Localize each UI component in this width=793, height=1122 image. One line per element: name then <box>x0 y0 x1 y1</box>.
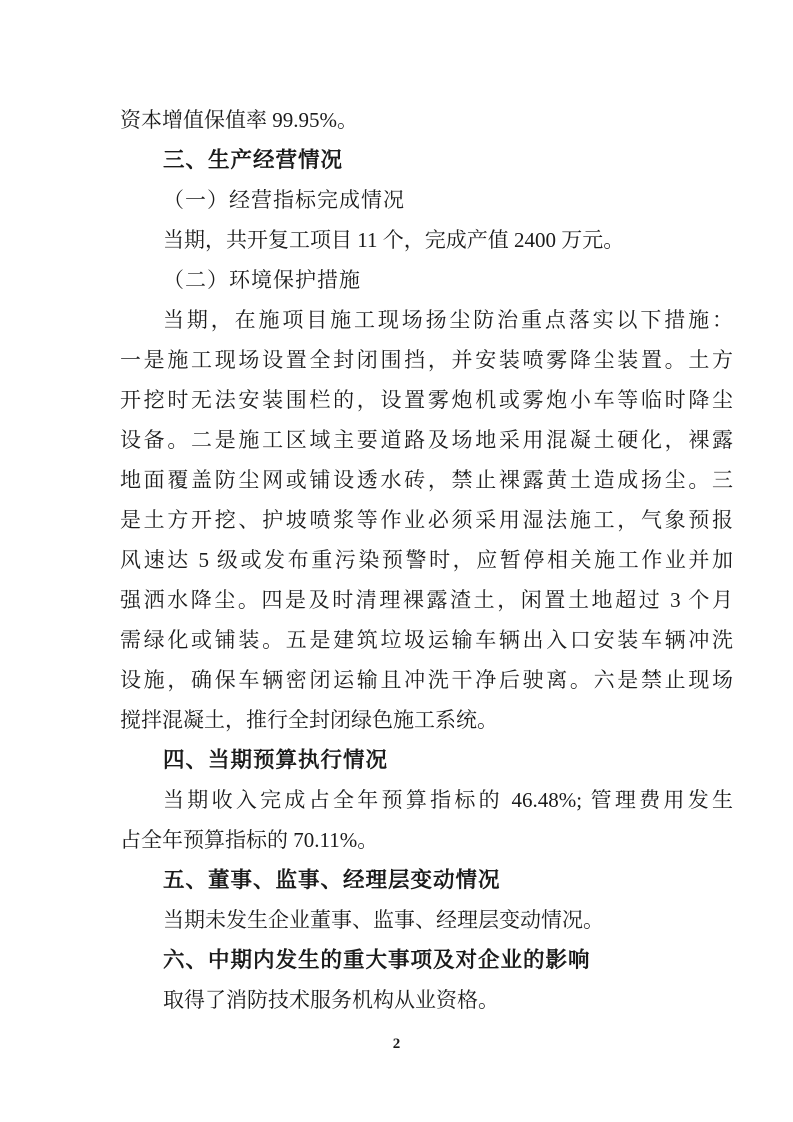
text-line: 一是施工现场设置全封闭围挡，并安装喷雾降尘装置。土方 <box>120 348 733 372</box>
text-line: 设施，确保车辆密闭运输且冲洗干净后驶离。六是禁止现场 <box>120 668 733 692</box>
text-line: 强洒水降尘。四是及时清理裸露渣土，闲置土地超过 3 个月 <box>120 588 733 612</box>
section-heading-4: 四、当期预算执行情况 <box>163 748 389 772</box>
text-line: 地面覆盖防尘网或铺设透水砖，禁止裸露黄土造成扬尘。三 <box>120 468 733 492</box>
text-line: 当期收入完成占全年预算指标的 46.48%; 管理费用发生 <box>163 788 733 812</box>
text-line: 是土方开挖、护坡喷浆等作业必须采用湿法施工，气象预报 <box>120 508 733 532</box>
text-line: 当期，在施项目施工现场扬尘防治重点落实以下措施： <box>163 308 733 332</box>
text-line: 当期未发生企业董事、监事、经理层变动情况。 <box>163 908 604 932</box>
text-line: 开挖时无法安装围栏的，设置雾炮机或雾炮小车等临时降尘 <box>120 388 733 412</box>
subsection-heading-1: （一）经营指标完成情况 <box>163 188 405 212</box>
subsection-heading-2: （二）环境保护措施 <box>163 268 361 292</box>
text-line: 取得了消防技术服务机构从业资格。 <box>163 988 499 1012</box>
text-line: 设备。二是施工区域主要道路及场地采用混凝土硬化，裸露 <box>120 428 733 452</box>
text-line: 搅拌混凝土，推行全封闭绿色施工系统。 <box>120 708 498 732</box>
text-line: 资本增值保值率 99.95%。 <box>120 108 358 132</box>
text-line: 需绿化或铺装。五是建筑垃圾运输车辆出入口安装车辆冲洗 <box>120 628 733 652</box>
text-line: 当期，共开复工项目 11 个，完成产值 2400 万元。 <box>163 228 625 252</box>
text-line: 占全年预算指标的 70.11%。 <box>120 828 379 852</box>
document-body <box>120 100 733 1020</box>
section-heading-5: 五、董事、监事、经理层变动情况 <box>163 868 501 892</box>
section-heading-6: 六、中期内发生的重大事项及对企业的影响 <box>163 948 591 972</box>
section-heading-3: 三、生产经营情况 <box>163 148 344 172</box>
page-number: 2 <box>392 1036 401 1052</box>
text-line: 风速达 5 级或发布重污染预警时，应暂停相关施工作业并加 <box>120 548 733 572</box>
